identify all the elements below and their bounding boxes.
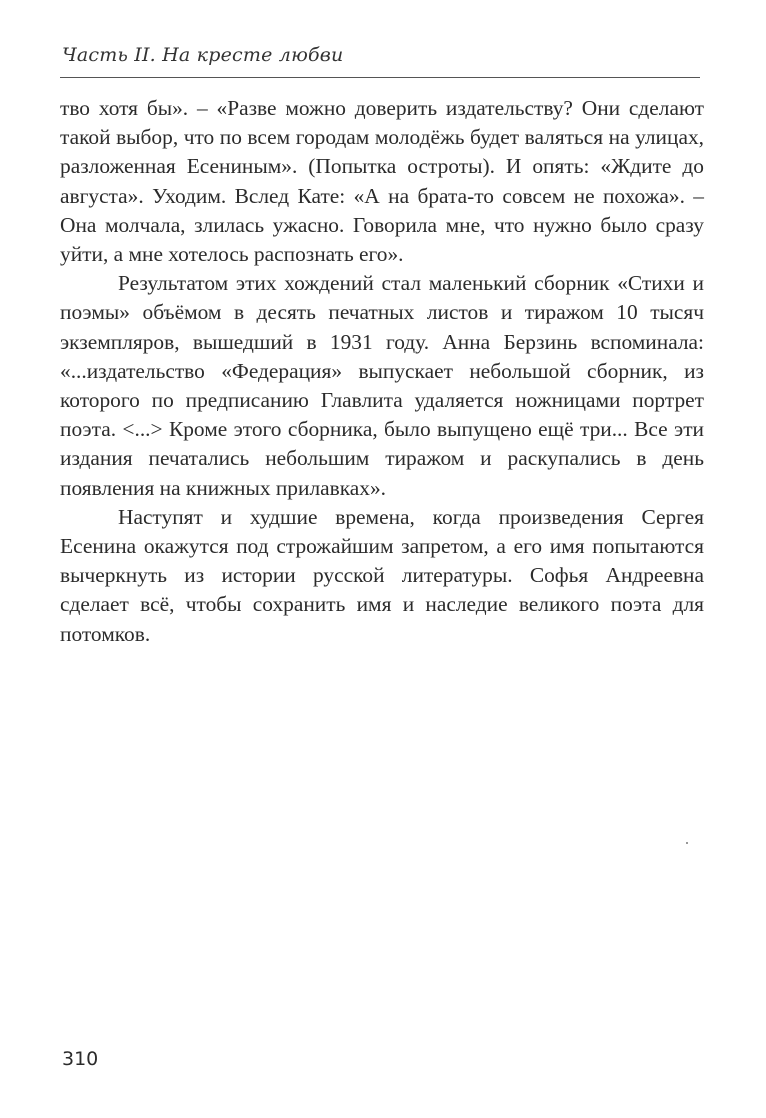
header-rule [60, 77, 700, 78]
running-head: Часть II. На кресте любви [62, 44, 344, 66]
body-text [60, 94, 704, 649]
page-number: 310 [62, 1048, 99, 1070]
paragraph-continued: тво хотя бы». – «Разве можно доверить издательству? Они сделают такой выбор, что по всем городам молодёжь будет валяться на улицах, разложенная Есениным». (Попытка остроты). И опять: «Ждите до августа». Уходим. Вслед Кате: «А на брата-то совсем не похожа». – Она молчала, злилась ужасно. Говорила мне, что нужно было сразу уйти, а мне хотелось распознать его». [60, 96, 704, 267]
paragraph: Наступят и худшие времена, когда произведения Сергея Есенина окажутся под строжайшим запретом, а его имя попытаются вычеркнуть из истории русской литературы. Софья Андреевна сделает всё, чтобы сохранить имя и наследие великого поэта для потомков. [60, 504, 704, 646]
print-speck [686, 842, 688, 844]
paragraph: Результатом этих хождений стал маленький сборник «Стихи и поэмы» объёмом в десять печатных листов и тиражом 10 тысяч экземпляров, вышедший в 1931 году. Анна Берзинь вспоминала: «...издательство «Федерация» выпускает небольшой сборник, из которого по предписанию Главлита удаляется ножницами портрет поэта. <...> Кроме этого сборника, было выпущено ещё три... Все эти издания печатались небольшим тиражом и раскупались в день появления на книжных прилавках». [60, 271, 704, 500]
